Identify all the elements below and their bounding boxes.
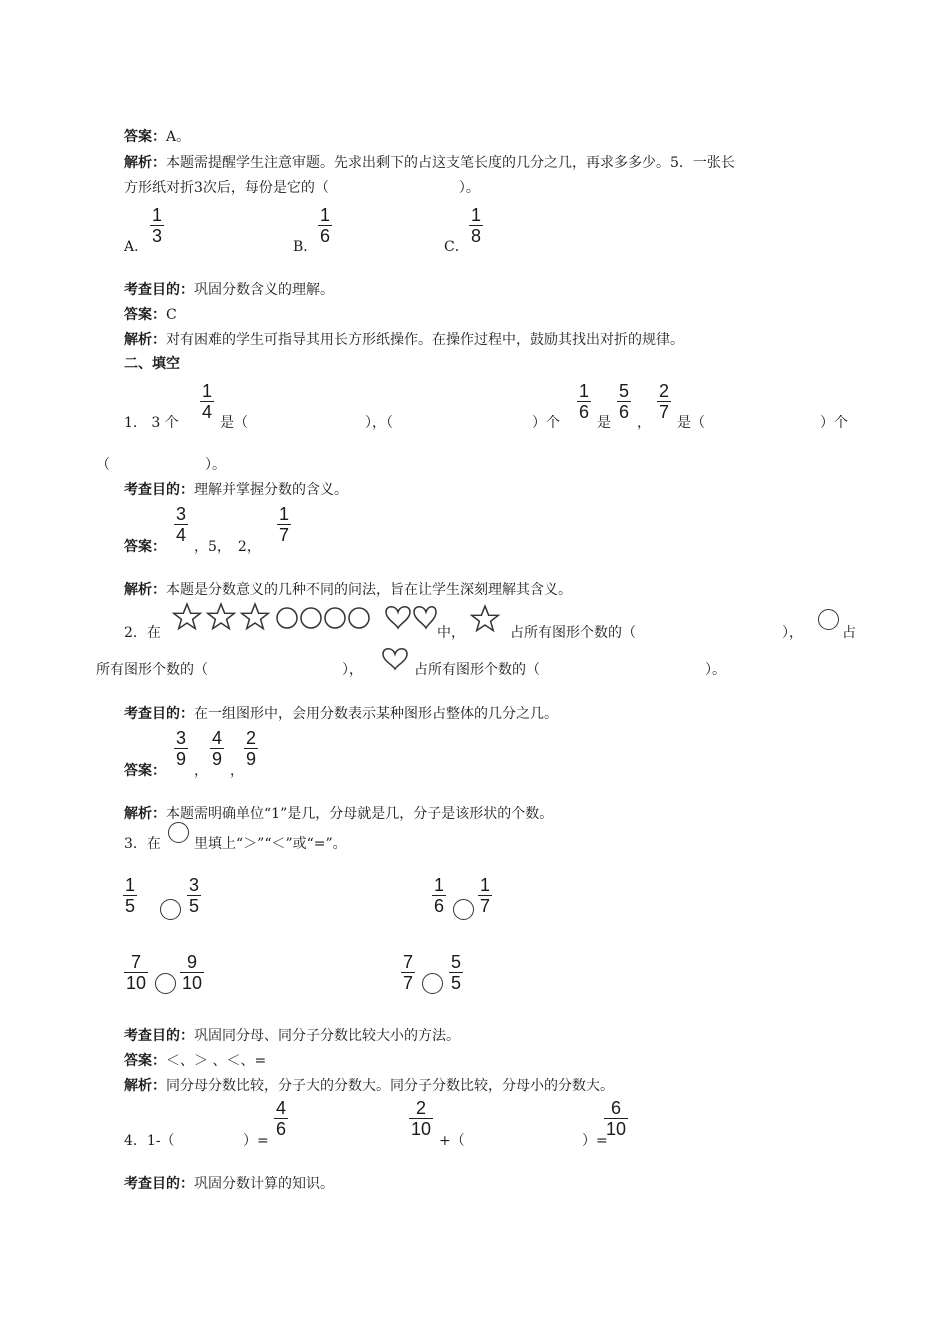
star-icon [174,604,201,629]
fill1-fraction-2-7 [657,381,671,422]
analysis-text: 本题需明确单位“1”是几，分母就是几，分子是该形状的个数。 [166,806,554,822]
answer-value: A。 [166,129,191,145]
denominator: 10 [126,973,147,993]
numerator: 2 [659,381,670,401]
answer-value: C [166,307,177,323]
fill1-fraction-1-4 [200,381,214,422]
numerator: 1 [579,381,590,401]
circle-icon [325,608,345,628]
numerator: 3 [189,875,200,895]
numerator: 1 [152,205,163,225]
fill2-answer-label: 答案： [124,763,166,779]
denominator: 9 [212,749,223,769]
compare-1-left [123,875,137,916]
fill2-line2-b-close: ）。 [705,662,726,678]
denominator: 5 [125,896,136,916]
compare-2-circle-blank[interactable] [453,899,474,920]
numerator: 1 [202,381,213,401]
fill1-text-4: 是 [597,415,611,431]
fill2-answer-fraction-1 [174,728,188,769]
compare-2-right [478,875,492,916]
blank-open: （ [96,457,110,473]
fill4-close-eq: ）= [243,1133,269,1149]
heart-icon [386,607,410,628]
fill1-text-3: ）个 [532,415,560,431]
fill1-text-1: 是（ [220,415,248,431]
denominator: 7 [403,973,414,993]
denominator: 10 [182,973,203,993]
section-title: 二、填空 [124,356,180,372]
numerator: 1 [471,205,482,225]
circle-icon [277,608,297,628]
fill1-purpose [124,479,348,499]
analysis-line [124,152,735,172]
fill4-prefix: 4．1-（ [124,1133,175,1149]
shape-group [172,602,436,632]
analysis-label: 解析： [124,332,166,348]
compare-4-circle-blank[interactable] [422,973,443,994]
fill4-plus: +（ [439,1133,465,1149]
numerator: 4 [212,728,223,748]
denominator: 9 [246,749,257,769]
denominator: 6 [320,226,331,246]
compare-1-circle-blank[interactable] [160,899,181,920]
fill3-text: 里填上“＞”“＜”或“=”。 [194,836,347,852]
numerator: 3 [176,504,187,524]
q5-purpose [124,279,334,299]
numerator: 5 [619,381,630,401]
compare-4-right [449,952,463,993]
numerator: 3 [176,728,187,748]
fill4-fraction-4-6 [274,1098,288,1139]
denominator: 10 [411,1119,432,1139]
q5-option-a-letter: A． [124,239,149,255]
fill1-text-5: 是（ [677,415,705,431]
fill2-line2-a: 所有图形个数的（ [96,662,208,678]
numerator: 2 [246,728,257,748]
compare-2-left [432,875,446,916]
analysis-text: 本题需提醒学生注意审题。先求出剩下的占这支笔长度的几分之几，再求多多少。5．一张长 [166,155,735,171]
answer-label: 答案： [124,129,166,145]
star-icon [208,604,235,629]
purpose-text: 巩固同分母、同分子分数比较大小的方法。 [194,1028,460,1044]
numerator: 7 [403,952,414,972]
q5-option-b-letter: B． [293,239,318,255]
purpose-label: 考查目的： [124,482,194,498]
fill2-mid: 中， [437,625,465,641]
fill2-answer-fraction-3 [244,728,258,769]
analysis-text: 本题是分数意义的几种不同的问法，旨在让学生深刻理解其含义。 [166,582,572,598]
denominator: 7 [279,525,290,545]
circle-icon [349,608,369,628]
fill1-prefix: 1． 3 个 [124,415,179,431]
q5-option-c-letter: C． [444,239,469,255]
denominator: 6 [434,896,445,916]
compare-1-right [187,875,201,916]
purpose-text: 理解并掌握分数的含义。 [194,482,348,498]
fill2-line2-a-close: ）， [342,662,363,678]
q5-question-text: 方形纸对折3次后，每份是它的（ [124,180,329,196]
denominator: 5 [189,896,200,916]
purpose-text: 巩固分数含义的理解。 [194,282,334,298]
numerator: 1 [480,875,491,895]
denominator: 8 [471,226,482,246]
numerator: 7 [131,952,142,972]
fill1-fraction-5-6 [617,381,631,422]
analysis-text: 对有困难的学生可指导其用长方形纸操作。在操作过程中，鼓励其找出对折的规律。 [166,332,684,348]
q5-option-b-fraction [318,205,332,246]
fill1-answer-fraction-1-7 [277,504,291,545]
q5-answer [124,304,177,324]
purpose-text: 在一组图形中，会用分数表示某种图形占整体的几分之几。 [194,706,558,722]
circle-icon [301,608,321,628]
denominator: 6 [619,402,630,422]
fill4-fraction-6-10 [604,1098,628,1139]
purpose-label: 考查目的： [124,1176,194,1192]
denominator: 9 [176,749,187,769]
fill2-answer-sep-1: ， [194,763,208,779]
circle-icon [818,609,839,630]
numerator: 1 [125,875,136,895]
purpose-label: 考查目的： [124,1028,194,1044]
numerator: 1 [434,875,445,895]
heart-icon [380,646,410,670]
answer-label: 答案： [124,307,166,323]
denominator: 7 [659,402,670,422]
denominator: 10 [606,1119,627,1139]
numerator: 2 [416,1098,427,1118]
numerator: 1 [320,205,331,225]
star-icon [242,604,269,629]
fill2-analysis [124,803,553,823]
fill1-text-2: ），（ [365,415,393,431]
fill4-close-eq-2: ）= [582,1133,608,1149]
fill2-text-2: 占 [842,625,856,641]
star-icon [470,604,500,632]
fill4-purpose [124,1173,334,1193]
analysis-label: 解析： [124,806,166,822]
denominator: 5 [451,973,462,993]
q5-question-end: ）。 [458,180,480,196]
fill4-fraction-2-10 [409,1098,433,1139]
blank-close: ）。 [205,457,226,473]
fill3-prefix: 3．在 [124,836,161,852]
fill3-analysis [124,1075,614,1095]
purpose-text: 巩固分数计算的知识。 [194,1176,334,1192]
q5-option-a-fraction [150,205,164,246]
compare-3-circle-blank[interactable] [155,973,176,994]
answer-label: 答案： [124,1053,166,1069]
fill1-analysis [124,579,572,599]
fill3-purpose [124,1025,460,1045]
numerator: 4 [276,1098,287,1118]
fill2-answer-fraction-2 [210,728,224,769]
denominator: 6 [276,1119,287,1139]
fill1-comma: ， [637,415,651,431]
denominator: 4 [202,402,213,422]
circle-icon [168,822,189,843]
purpose-label: 考查目的： [124,706,194,722]
denominator: 4 [176,525,187,545]
numerator: 1 [279,504,290,524]
fill1-answer-mid: ，5， 2， [194,539,261,555]
fill2-purpose [124,703,558,723]
purpose-label: 考查目的： [124,282,194,298]
q5-line2 [124,177,480,197]
q5-option-c-fraction [469,205,483,246]
q5-analysis [124,329,684,349]
numerator: 6 [611,1098,622,1118]
analysis-label: 解析： [124,1078,166,1094]
numerator: 9 [187,952,198,972]
analysis-label: 解析： [124,155,166,171]
numerator: 5 [451,952,462,972]
denominator: 3 [152,226,163,246]
fill2-prefix: 2．在 [124,625,161,641]
denominator: 6 [579,402,590,422]
analysis-label: 解析： [124,582,166,598]
fill1-answer-fraction-3-4 [174,504,188,545]
fill1-fraction-1-6 [577,381,591,422]
fill2-text-1: 占所有图形个数的（ [510,625,636,641]
answer-line [124,126,190,146]
compare-4-left [401,952,415,993]
fill2-answer-sep-2: ， [230,763,244,779]
fill3-answer [124,1050,266,1070]
fill1-line2 [96,454,226,474]
denominator: 7 [480,896,491,916]
fill1-text-6: ）个 [820,415,848,431]
fill1-answer-label: 答案： [124,539,166,555]
compare-3-right [180,952,204,993]
heart-icon [414,607,436,628]
answer-value: ＜、＞ 、＜、= [166,1053,267,1069]
compare-3-left [124,952,148,993]
fill2-line2-b: 占所有图形个数的（ [414,662,540,678]
analysis-text: 同分母分数比较，分子大的分数大。同分子分数比较，分母小的分数大。 [166,1078,614,1094]
fill2-text-1-close: ）， [782,625,803,641]
